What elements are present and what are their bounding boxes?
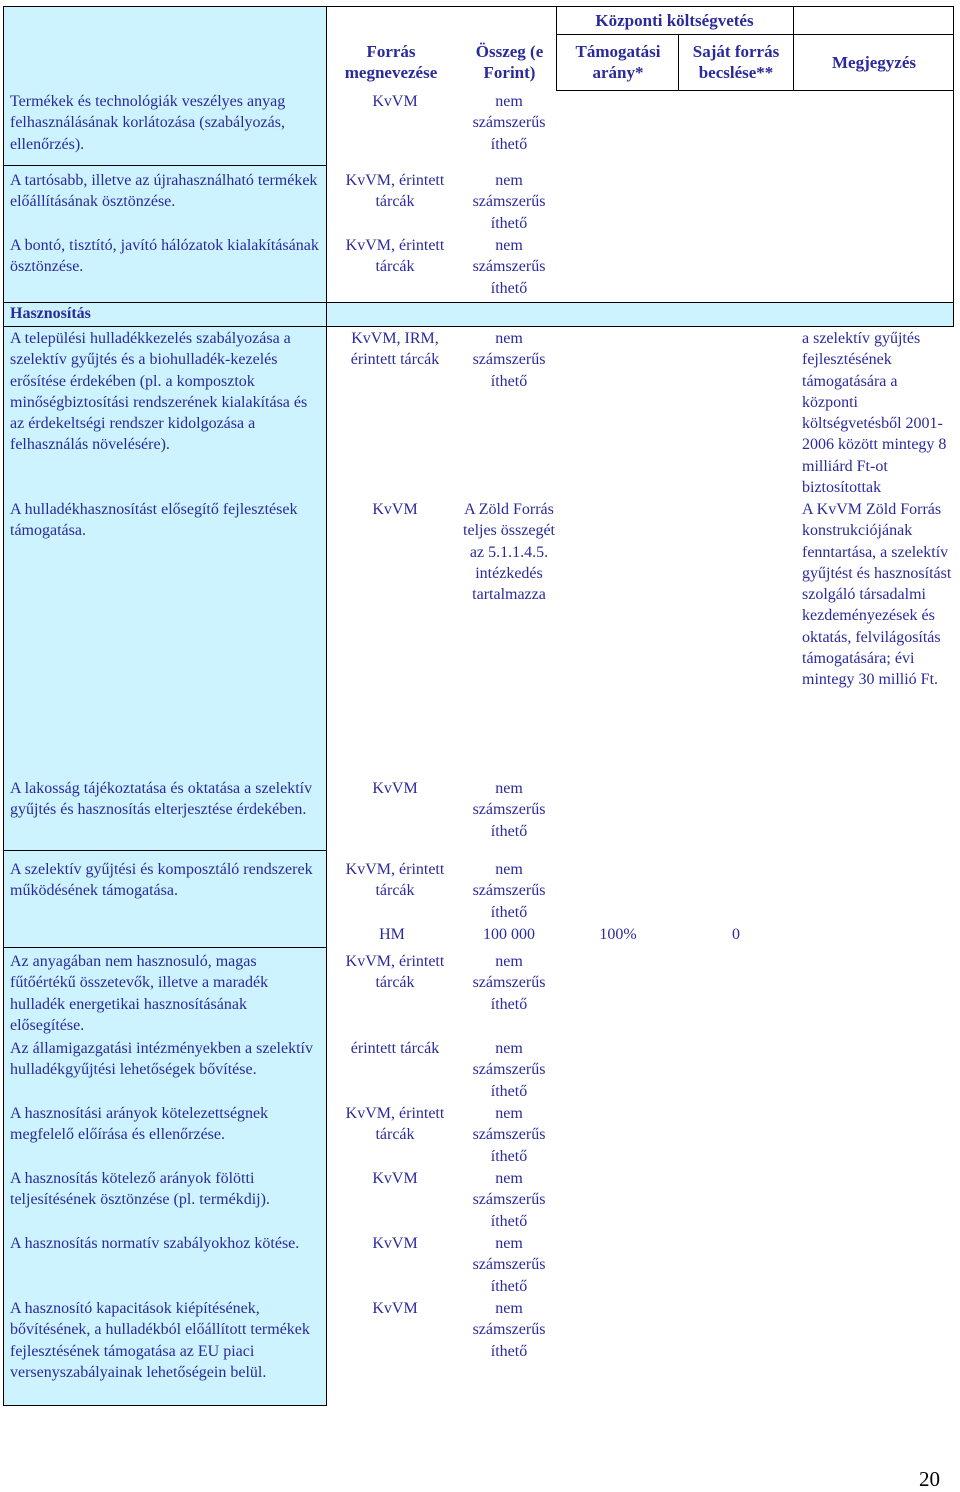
row-text: A hasznosítás kötelező arányok fölötti teljesítésének ösztönzése (pl. termékdij). xyxy=(10,1170,270,1209)
row-text: A hasznosító kapacitások kiépítésének, bővítésének, a hulladékból előállított termékek fejlesztésének támogatása az EU piaci versenyszabályainak lehetőségein belül. xyxy=(10,1300,310,1381)
border-top-right xyxy=(556,6,954,7)
header-note: Megjegyzés xyxy=(831,53,916,72)
header-v3 xyxy=(793,6,794,91)
row-note: A KvVM Zöld Forrás konstrukciójának fenntartása, a szelektív gyűjtést és hasznosítást szolgáló társadalmi kezdeményezések és oktatás, felvilágosítás támogatására; évi mintegy 30 millió Ft. xyxy=(802,501,952,689)
header-support-ratio: Támogatási arány* xyxy=(575,42,661,82)
row-text: Termékek és technológiák veszélyes anyag felhasználásának korlátozása (szabályozás, ellenőrzés). xyxy=(10,93,286,153)
row-text: A hasznosítási arányok kötelezettségnek megfelelő előírása és ellenőrzése. xyxy=(10,1105,269,1144)
row-source: KvVM, érintett tárcák xyxy=(345,1105,445,1144)
row-source: KvVM, érintett tárcák xyxy=(345,172,445,211)
row-text: A hulladékhasznosítást elősegítő fejlesztések támogatása. xyxy=(10,501,298,540)
row-amount: nem számszerűs íthető xyxy=(472,1105,546,1165)
row-source: érintett tárcák xyxy=(350,1040,440,1057)
page-number: 20 xyxy=(919,1467,940,1491)
row-extra-own: 0 xyxy=(732,926,740,943)
border-top-mid xyxy=(328,6,556,7)
section-heading: Hasznosítás xyxy=(10,305,91,322)
row-text: A bontó, tisztító, javító hálózatok kialakításának ösztönzése. xyxy=(10,237,319,276)
border-top-left xyxy=(3,6,328,7)
header-group-underline xyxy=(556,34,954,35)
row-amount: nem számszerűs íthető xyxy=(472,780,546,840)
header-own-source: Saját forrás becslése** xyxy=(692,42,780,82)
row-amount: nem számszerűs íthető xyxy=(472,861,546,921)
row-source: KvVM xyxy=(372,1170,418,1187)
row-amount: nem számszerűs íthető xyxy=(472,93,546,153)
row-extra-ratio: 100% xyxy=(599,926,637,943)
row-sep-hasz-bottom xyxy=(3,326,954,327)
row-amount: nem számszerűs íthető xyxy=(472,237,546,297)
header-v2 xyxy=(678,34,679,91)
row-text: Az államigazgatási intézményekben a szelektív hulladékgyűjtési lehetőségek bővítése. xyxy=(10,1040,313,1079)
header-bottom xyxy=(556,90,954,91)
row-text: A hasznosítás normatív szabályokhoz kötése. xyxy=(10,1235,300,1252)
header-source: Forrás megnevezése xyxy=(344,42,438,82)
row-text: A szelektív gyűjtési és komposztáló rendszerek működésének támogatása. xyxy=(10,861,313,900)
row-source: KvVM xyxy=(372,1235,418,1252)
border-left xyxy=(3,6,4,1406)
row-sep-3 xyxy=(3,947,327,948)
row-amount: nem számszerűs íthető xyxy=(472,330,546,390)
row-sep-2 xyxy=(3,850,327,851)
border-right xyxy=(953,6,954,326)
border-left-col xyxy=(326,6,327,1406)
row-amount: nem számszerűs íthető xyxy=(472,1040,546,1100)
row-amount: A Zöld Forrás teljes összegét az 5.1.1.4.5. intézkedés tartalmazza xyxy=(463,501,555,604)
row-amount: nem számszerűs íthető xyxy=(472,172,546,232)
row-source: KvVM, IRM, érintett tárcák xyxy=(350,330,440,369)
row-source: KvVM, érintett tárcák xyxy=(345,237,445,276)
row-source: KvVM xyxy=(372,93,418,110)
row-text: A tartósabb, illetve az újrahasználható termékek előállításának ösztönzése. xyxy=(10,172,318,211)
row-extra-amount: 100 000 xyxy=(483,926,535,943)
row-amount: nem számszerűs íthető xyxy=(472,1235,546,1295)
row-amount: nem számszerűs íthető xyxy=(472,1170,546,1230)
border-bottom xyxy=(3,1405,327,1406)
header-amount: Összeg (e Forint) xyxy=(475,42,544,82)
row-source: KvVM xyxy=(372,501,418,518)
row-sep-1 xyxy=(3,165,327,166)
header-group: Központi költségvetés xyxy=(595,11,754,30)
row-amount: nem számszerűs íthető xyxy=(472,953,546,1013)
row-text: A települési hulladékkezelés szabályozása a szelektív gyűjtés és a biohulladék-kezelés erősítése érdekében (pl. a komposztok minőségbiztosítási rendszerének kialakítása és az érdekeltségi rendszer kidolgozása a felhasználás növelésére). xyxy=(10,330,308,454)
row-source: KvVM, érintett tárcák xyxy=(345,861,445,900)
row-amount: nem számszerűs íthető xyxy=(472,1300,546,1360)
row-source: KvVM, érintett tárcák xyxy=(345,953,445,992)
row-source: KvVM xyxy=(372,780,418,797)
row-extra-source: HM xyxy=(379,926,405,943)
row-text: A lakosság tájékoztatása és oktatása a szelektív gyűjtés és hasznosítás elterjesztése érdekében. xyxy=(10,780,313,819)
row-note: a szelektív gyűjtés fejlesztésének támogatására a központi költségvetésből 2001-2006 között mintegy 8 milliárd Ft-ot biztosítottak xyxy=(802,330,947,497)
row-text: Az anyagában nem hasznosuló, magas fűtőértékű összetevők, illetve a maradék hulladék energetikai hasznosításának elősegítése. xyxy=(10,953,269,1034)
row-source: KvVM xyxy=(372,1300,418,1317)
